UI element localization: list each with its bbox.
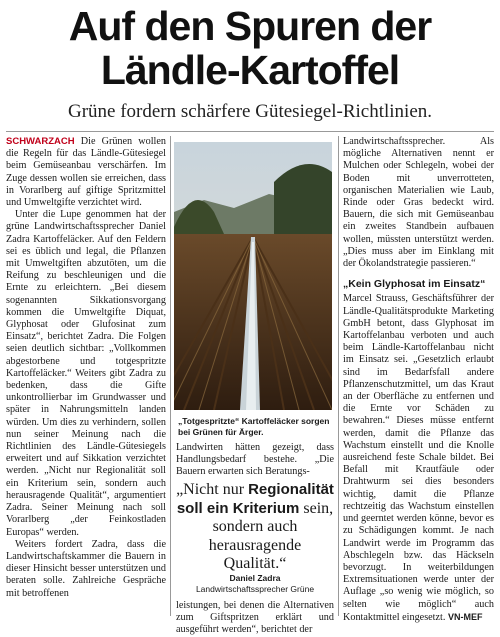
column-right bbox=[343, 136, 494, 624]
paragraph-alternativen: leistungen, bei denen die Alternativen zum Giftspritzen erklärt und ausgeführt werden“, berichtet der bbox=[176, 600, 334, 636]
paragraph-zadra: Unter die Lupe genommen hat der grüne Landwirtschaftssprecher Daniel Zadra Kartoffeläcker. Auf den Feldern sei es üblich und legal, die Pflanzen mit Umweltgiften abzutöten, um die Reifung zu beschleunigen und die Ernte zu erleichtern. „Bei diesem sogenannten Sikkationsvorgang kommen die Umweltgifte Diquat, Glyphosat oder Glufosinat zum Einsatz“, berichtet Zadra. Die Folgen seien deutlich sichtbar: „Vollkommen abgestorbene und totgespritzte Kartoffeläcker.“ Weiters gibt Zadra zu bedenken, dass die Gifte unkontrollierbar im Grundwasser und später in Nahrungsmitteln landen würden. Um dies zu verhindern, sollen nun seiner Meinung nach die Richtlinien des Ländle-Gütesiegels erweitert und auf Sikkation verzichtet werden. „Nicht nur Regionalität soll ein Kriterium sein, sondern auch herausragende Qualität“, argumentiert Zadra. Seiner Meinung nach soll Vorarlberg „der Feinkostladen Europas“ werden. bbox=[6, 209, 166, 538]
section-subheading: „Kein Glyphosat im Einsatz“ bbox=[343, 278, 486, 291]
paragraph-beratung: Landwirten hätten gezeigt, dass Handlungsbedarf bestehe. „Die Bauern erwarten sich Beratungs- bbox=[176, 442, 334, 478]
paragraph-strauss: Marcel Strauss, Geschäftsführer der Ländle-Qualitätsprodukte Marketing GmbH betont, dass Glyphosat im Kartoffelanbau verboten und auch beim Ländle-Kartoffelanbau nicht im Einsatz sei. „Gesetzlich erlaubt sind im Bedarfsfall andere Pflanzenschutzmittel, um das Kraut an der Oberfläche zu entfernen und die Ernte vor Schäden zu bewahren.“ Dieses müsse entfernt werden, damit die Pflanze das Wachstum einstellt und die Knolle ausreichend feste Schale bildet. Bei Befall mit Krautfäule oder Drahtwurm sei dies besonders wichtig, damit die Pflanze rechtzeitig das Wachstum einstellen und geerntet werden könne, bevor es zu Schädigungen kommt. Je nach Landwirt werde im Programm das Abschlegeln bzw. das Häckseln bevorzugt. In weiterbildungen Extremsituationen werde unter der Auflage „so wenig wie möglich, so selten wie möglich“ auch Kontaktmittel eingesetzt. bbox=[343, 293, 494, 623]
column-rule-right bbox=[338, 136, 339, 616]
column-left bbox=[6, 136, 166, 600]
pull-quote bbox=[176, 481, 334, 574]
headline bbox=[0, 4, 500, 92]
quote-author-role: Landwirtschaftssprecher Grüne bbox=[195, 584, 315, 594]
paragraph-mulchen: Landwirtschaftssprecher. Als mögliche Alternativen nennt er Mulchen oder Schlegeln, wobei der Boden mit unverrotteten, organischen Materialien wie Laub, Rinde oder Gras bedeckt wird. Bauern, die sich mit Gemüseanbau ein zweites Standbein aufbauen wollen, müssten unterstützt werden. „Dies muss aber im Einklang mit der Ökolandstrategie passieren.“ bbox=[343, 136, 494, 270]
potato-field-photo bbox=[174, 142, 332, 410]
paragraph-intro: Die Grünen wollen die Regeln für das Ländle-Gütesiegel beim Gemüseanbau verschärfen. Im Zuge dessen wollen sie erreichen, dass in Vorarlberg auf giftige Spritzmittel und Umweltgifte verzichtet wird. bbox=[6, 136, 166, 209]
column-rule-left bbox=[170, 136, 171, 616]
headline-line-1: Auf den Spuren der bbox=[68, 3, 432, 49]
headline-line-2: Ländle-Kartoffel bbox=[100, 47, 400, 93]
paragraph-landwirtschaftskammer: Weiters fordert Zadra, dass die Landwirtschaftskammer die Bauern in dieser Hinsicht besser unterstützen und beraten solle. Zahlreiche Gespräche mit betroffenen bbox=[6, 538, 166, 599]
author-signature: VN-MEF bbox=[447, 611, 483, 622]
column-middle-upper bbox=[176, 442, 334, 479]
pull-quote-rest: sein, sondern auch herausragende Qualität.“ bbox=[208, 499, 334, 572]
dateline: SCHWARZACH bbox=[6, 136, 75, 147]
pull-quote-open: „Nicht nur bbox=[176, 481, 249, 498]
quote-author: Daniel Zadra bbox=[229, 573, 281, 583]
column-middle-lower bbox=[176, 600, 334, 637]
top-rule bbox=[6, 131, 494, 132]
pull-quote-bold: Regionalität soll ein Kriterium bbox=[176, 481, 334, 517]
photo-caption: „Totgespritzte“ Kartoffeläcker sorgen bei Grünen für Ärger. bbox=[178, 416, 330, 437]
subheadline: Grüne fordern schärfere Gütesiegel-Richtlinien. bbox=[67, 101, 432, 122]
